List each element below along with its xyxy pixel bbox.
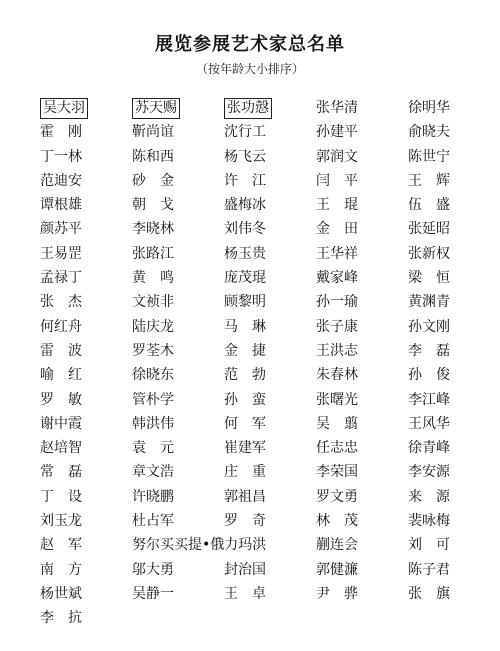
artist-name: 王风华 [408,415,450,432]
artist-name: 常 磊 [40,464,82,481]
artist-name: 杜占军 [132,513,174,530]
artist-name: 徐青峰 [408,440,450,457]
artist-name: 张新权 [408,245,450,262]
artist-name: 林 茂 [316,513,358,530]
artist-name: 何红舟 [40,318,82,335]
artist-name: 闫 平 [316,172,358,189]
artist-name: 朝 戈 [132,197,174,214]
artist-name: 金 田 [316,221,358,238]
artist-name-boxed: 张功慤 [224,98,272,119]
artist-name: 杨飞云 [224,148,266,165]
artist-name [132,606,224,630]
artist-name: 李晓林 [132,221,174,238]
artist-name: 砂 金 [132,172,174,189]
artist-name: 马 琳 [224,318,266,335]
artist-name: 郭祖昌 [224,488,266,505]
artist-name: 喻 红 [40,367,82,384]
artist-name: 黄 鸣 [132,270,174,287]
artist-name: 许晓鹏 [132,488,174,505]
artist-name: 努尔买买提•俄力玛洪 [132,537,267,554]
artist-name: 袁 元 [132,440,174,457]
artist-name: 王 卓 [224,585,266,602]
artist-name: 朱春林 [316,367,358,384]
artist-name: 杨世斌 [40,585,82,602]
artist-name: 刘伟冬 [224,221,266,238]
artist-name: 谢中霞 [40,415,82,432]
artist-name: 尹 骅 [316,585,358,602]
artist-name: 李 抗 [40,610,82,627]
artist-name: 金 捷 [224,342,266,359]
artist-name: 何 军 [224,415,266,432]
artist-name: 崔建军 [224,440,266,457]
artist-name: 郭健濂 [316,561,358,578]
artist-name: 徐晓东 [132,367,174,384]
artist-name: 邬大勇 [132,561,174,578]
artist-name: 孟禄丁 [40,270,82,287]
artist-name [408,606,500,630]
artist-name: 罗文勇 [316,488,358,505]
artist-name: 谭根雄 [40,197,82,214]
artist-name: 王洪志 [316,342,358,359]
artist-name: 霍 刚 [40,124,82,141]
artist-name: 许 江 [224,172,266,189]
artist-name: 孙建平 [316,124,358,141]
artist-name: 李安源 [408,464,450,481]
artist-name: 王易罡 [40,245,82,262]
artist-name: 来 源 [408,488,450,505]
artist-name: 孙一瑜 [316,294,358,311]
artist-name: 梁 恒 [408,270,450,287]
artist-name: 赵培智 [40,440,82,457]
artist-name: 封治国 [224,561,266,578]
artist-name: 雷 波 [40,342,82,359]
artist-name: 吴静一 [132,585,174,602]
artist-name: 范迪安 [40,172,82,189]
artist-name: 黄渊青 [408,294,450,311]
artist-name-boxed: 苏天赐 [132,98,180,119]
artist-name: 孙 蛮 [224,391,266,408]
artist-name: 张子康 [316,318,358,335]
artist-name-boxed: 吴大羽 [40,98,88,119]
artist-name: 靳尚谊 [132,124,174,141]
artist-name: 丁一林 [40,148,82,165]
artist-name [224,533,316,557]
artist-name: 张 旗 [408,585,450,602]
artist-name: 俞晓夫 [408,124,450,141]
artist-name: 孙文刚 [408,318,450,335]
artist-name: 戴家峰 [316,270,358,287]
artist-name: 丁 设 [40,488,82,505]
artist-name: 范 勃 [224,367,266,384]
artist-name: 罗 敏 [40,391,82,408]
artist-name: 任志忠 [316,440,358,457]
artist-name: 张延昭 [408,221,450,238]
artist-name: 张曙光 [316,391,358,408]
artist-name: 徐明华 [408,100,450,116]
artist-name: 郭润文 [316,148,358,165]
artist-name: 蒯连会 [316,537,358,554]
artist-name: 李江峰 [408,391,450,408]
artist-name [224,96,316,120]
artist-name: 庄 重 [224,464,266,481]
page-subtitle: （按年龄大小排序） [195,62,304,76]
artist-name: 管朴学 [132,391,174,408]
artist-name: 孙 俊 [408,367,450,384]
artist-name: 刘玉龙 [40,513,82,530]
artist-name: 韩洪伟 [132,415,174,432]
artist-name-grid [40,96,500,631]
artist-name: 南 方 [40,561,82,578]
artist-name: 罗 奇 [224,513,266,530]
artist-name: 颜苏平 [40,221,82,238]
artist-name [40,96,132,120]
artist-name: 沈行工 [224,124,266,141]
artist-name: 李荣国 [316,464,358,481]
artist-name [224,606,316,630]
artist-name: 伍 盛 [408,197,450,214]
artist-name: 章文浩 [132,464,174,481]
artist-name: 顾黎明 [224,294,266,311]
artist-name: 庞茂琨 [224,270,266,287]
artist-name: 王 辉 [408,172,450,189]
artist-name: 李 磊 [408,342,450,359]
artist-name: 陈和西 [132,148,174,165]
artist-name: 王华祥 [316,245,358,262]
artist-name: 刘 可 [408,537,450,554]
artist-name: 裴咏梅 [408,513,450,530]
artist-name: 陈子君 [408,561,450,578]
artist-name: 张 杰 [40,294,82,311]
artist-name: 杨玉贵 [224,245,266,262]
artist-name: 张华清 [316,100,358,116]
artist-name: 王 琨 [316,197,358,214]
artist-name: 赵 军 [40,537,82,554]
artist-name: 陆庆龙 [132,318,174,335]
artist-name: 张路江 [132,245,174,262]
artist-name: 陈世宁 [408,148,450,165]
page-title: 展览参展艺术家总名单 [155,34,345,55]
artist-name [316,606,408,630]
artist-name: 吴 翦 [316,415,358,432]
artist-name [132,96,224,120]
artist-name: 盛梅冰 [224,197,266,214]
artist-name: 罗荃木 [132,342,174,359]
artist-name: 文祯非 [132,294,174,311]
